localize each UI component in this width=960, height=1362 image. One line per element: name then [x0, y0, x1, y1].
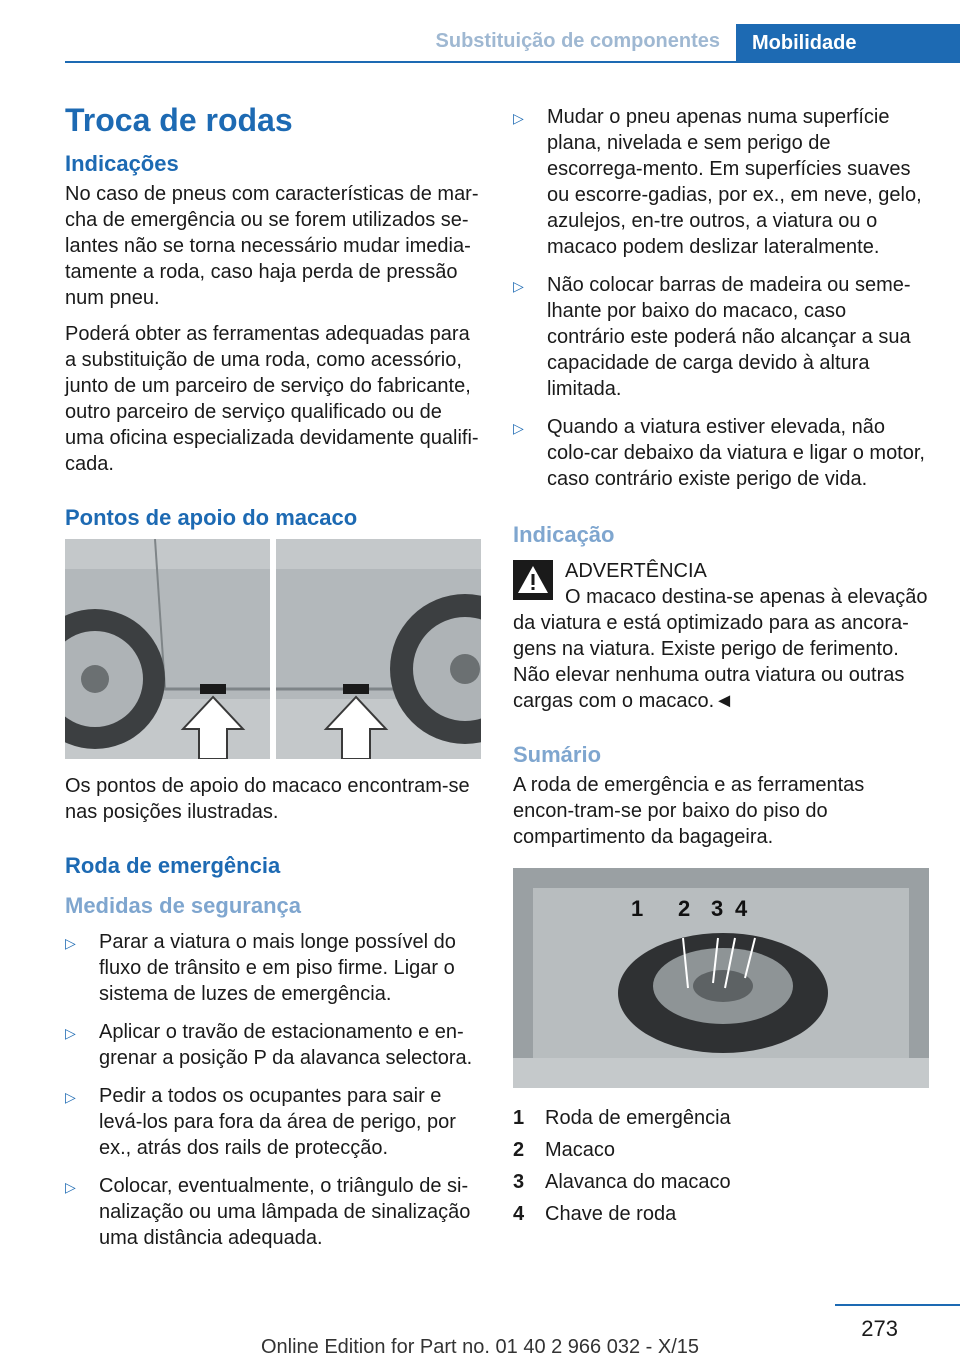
- page-number: 273: [861, 1316, 898, 1341]
- header-section-title: Substituição de componentes: [435, 30, 720, 52]
- header-chapter-tab: Mobilidade: [736, 24, 960, 62]
- triangle-bullet-icon: ▷: [65, 935, 76, 951]
- list-item: ▷ Mudar o pneu apenas numa superfície plana, nivelada e sem perigo de escorrega-mento. Em superfícies suaves ou escorre-gadias, por ex., em neve, gelo, azulejos, en-tre outros, a viatura ou o macaco podem deslizar lateralmente.: [513, 106, 922, 258]
- callout-1: 1: [631, 896, 644, 921]
- pontos-caption: Os pontos de apoio do macaco encontram-se nas posições ilustradas.: [65, 775, 470, 823]
- legend-item: 4 Chave de roda: [513, 1203, 677, 1225]
- list-item: ▷ Colocar, eventualmente, o triângulo de si-nalização ou uma lâmpada de sinalização uma distância adequada.: [65, 1175, 471, 1249]
- warning-text: O macaco destina-se apenas à elevação da viatura e está optimizado para as ancora-gens na viatura. Existe perigo de ferimento. Não elevar nenhuma outra viatura ou outras cargas com o macaco.◄: [513, 586, 928, 712]
- photo-legend: [513, 1102, 929, 1230]
- triangle-bullet-icon: ▷: [65, 1179, 76, 1195]
- page-header: [0, 0, 960, 64]
- roda-emergencia-heading: Roda de emergência: [65, 853, 281, 878]
- warning-triangle-icon: [513, 560, 553, 600]
- list-item: ▷ Quando a viatura estiver elevada, não colo-car debaixo da viatura e ligar o motor, caso contrário existe perigo de vida.: [513, 416, 925, 490]
- spare-wheel-photo: [513, 868, 929, 1088]
- footer-rule: [835, 1304, 960, 1306]
- warning-block: [513, 558, 929, 584]
- triangle-bullet-icon: ▷: [65, 1025, 76, 1041]
- callout-2: 2: [678, 896, 691, 921]
- triangle-bullet-icon: ▷: [65, 1089, 76, 1105]
- list-item: ▷ Parar a viatura o mais longe possível do fluxo de trânsito e em piso firme. Ligar o sistema de luzes de emergência.: [65, 931, 456, 1005]
- sumario-text: A roda de emergência e as ferramentas encon-tram-se por baixo do piso do compartimento da bagageira.: [513, 774, 865, 848]
- pontos-heading: Pontos de apoio do macaco: [65, 505, 358, 530]
- callout-4: 4: [735, 896, 748, 921]
- legend-item: 3 Alavanca do macaco: [513, 1171, 731, 1193]
- triangle-bullet-icon: ▷: [513, 110, 524, 126]
- safety-measures-list-continued: [513, 104, 929, 492]
- list-item: ▷ Aplicar o travão de estacionamento e en-grenar a posição P da alavanca selectora.: [65, 1021, 473, 1069]
- indicacoes-heading: Indicações: [65, 151, 179, 176]
- safety-measures-list: [65, 929, 481, 1251]
- legend-item: 2 Macaco: [513, 1139, 616, 1161]
- spare-wheel-illustration: [513, 868, 929, 1088]
- indicacao-heading: Indicação: [513, 522, 615, 547]
- indicacoes-paragraph-2: Poderá obter as ferramentas adequadas para a substituição de uma roda, como acessório, junto de um parceiro de serviço do fabricante, outro parceiro de serviço qualificado ou de uma oficina especializada devidamente qualifi-cada.: [65, 323, 479, 475]
- jack-points-illustration: [65, 539, 481, 759]
- warning-title: ADVERTÊNCIA: [565, 560, 707, 582]
- jack-points-photo: [65, 539, 481, 759]
- list-item: ▷ Não colocar barras de madeira ou seme-lhante por baixo do macaco, caso contrário este poderá não alcançar a sua capacidade de carga devido à altura limitada.: [513, 274, 911, 400]
- footer-edition: Online Edition for Part no. 01 40 2 966 032 - X/15: [260, 1336, 700, 1358]
- header-rule: [65, 61, 960, 63]
- sumario-heading: Sumário: [513, 742, 602, 767]
- callout-3: 3: [711, 896, 724, 921]
- indicacoes-paragraph-1: No caso de pneus com características de mar-cha de emergência ou se forem utilizados se-lantes não se torna necessário mudar imedia-tamente a roda, caso haja perda de pressão num pneu.: [65, 183, 479, 309]
- list-item: ▷ Pedir a todos os ocupantes para sair e levá-los para fora da área de perigo, por ex., atrás dos rails de protecção.: [65, 1085, 456, 1159]
- triangle-bullet-icon: ▷: [513, 278, 524, 294]
- legend-item: 1 Roda de emergência: [513, 1107, 731, 1129]
- triangle-bullet-icon: ▷: [513, 420, 524, 436]
- page-title: Troca de rodas: [65, 102, 293, 138]
- right-column: [513, 104, 929, 1230]
- medidas-seguranca-heading: Medidas de segurança: [65, 893, 301, 918]
- left-column: [65, 96, 481, 1263]
